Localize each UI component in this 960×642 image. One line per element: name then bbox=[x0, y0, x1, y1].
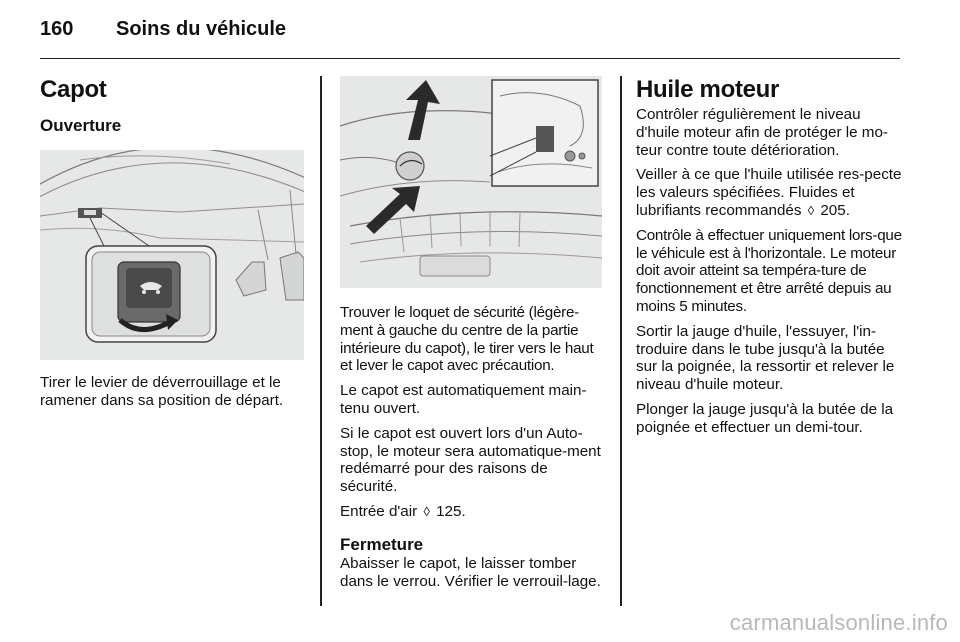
figure-safety-catch bbox=[340, 76, 602, 288]
reference-icon: ◊ bbox=[807, 202, 815, 218]
column-middle bbox=[340, 76, 602, 597]
paragraph-hood-held: Le capot est automatiquement main-tenu ouvert. bbox=[340, 382, 587, 417]
paragraph-oil-check: Contrôler régulièrement le niveau d'huile moteur afin de protéger le mo-teur contre toute détérioration. bbox=[636, 106, 888, 159]
column-divider bbox=[620, 76, 622, 606]
column-left bbox=[40, 76, 304, 417]
release-lever-illustration bbox=[40, 150, 304, 360]
subsection-title-fermeture: Fermeture bbox=[340, 534, 424, 554]
paragraph-dipstick: Sortir la jauge d'huile, l'essuyer, l'in-troduire dans le tube jusqu'à la butée sur la poignée, la ressortir et relever le niveau d'huile moteur. bbox=[636, 322, 895, 394]
safety-catch-illustration bbox=[340, 76, 602, 288]
air-intake-text: Entrée d'air bbox=[340, 502, 418, 520]
figure-release-lever bbox=[40, 150, 304, 360]
section-title-capot: Capot bbox=[40, 76, 107, 103]
chapter-title: Soins du véhicule bbox=[116, 18, 287, 40]
subsection-title-ouverture: Ouverture bbox=[40, 116, 122, 135]
paragraph-air-intake bbox=[340, 503, 602, 521]
figure-caption-release-lever: Tirer le levier de déverrouillage et le ramener dans sa position de départ. bbox=[40, 374, 284, 409]
page-header bbox=[40, 14, 900, 59]
paragraph-autostop: Si le capot est ouvert lors d'un Auto-stop, le moteur sera automatique-ment redémarré pour des raisons de sécurité. bbox=[340, 424, 601, 496]
paragraph-oil-condition: Contrôle à effectuer uniquement lors-que le véhicule est à l'horizontale. Le moteur doit avoir atteint sa tempéra-ture de fonctionnement et être arrêté depuis au moins 5 minutes. bbox=[636, 226, 902, 315]
oil-spec-ref: 205. bbox=[820, 201, 850, 219]
paragraph-fermeture: Abaisser le capot, le laisser tomber dans le verrou. Vérifier le verrouil-lage. bbox=[340, 554, 601, 590]
reference-icon: ◊ bbox=[423, 503, 430, 519]
paragraph-safety-catch: Trouver le loquet de sécurité (légère-ment à gauche du centre de la partie intérieure du capot), le tirer vers le haut et lever le capot avec précaution. bbox=[340, 304, 594, 375]
page-number: 160 bbox=[40, 18, 74, 40]
column-divider bbox=[320, 76, 322, 606]
paragraph-dipstick-return: Plonger la jauge jusqu'à la butée de la poignée et effectuer un demi-tour. bbox=[636, 400, 894, 436]
section-title-huile-moteur: Huile moteur bbox=[636, 76, 780, 103]
column-right bbox=[636, 76, 902, 444]
air-intake-ref: 125. bbox=[436, 502, 466, 520]
paragraph-oil-spec bbox=[636, 166, 902, 219]
watermark: carmanualsonline.info bbox=[729, 610, 948, 635]
oil-spec-text: Veiller à ce que l'huile utilisée res-pecte les valeurs spécifiées. Fluides et lubrifiants recommandés bbox=[636, 166, 902, 219]
